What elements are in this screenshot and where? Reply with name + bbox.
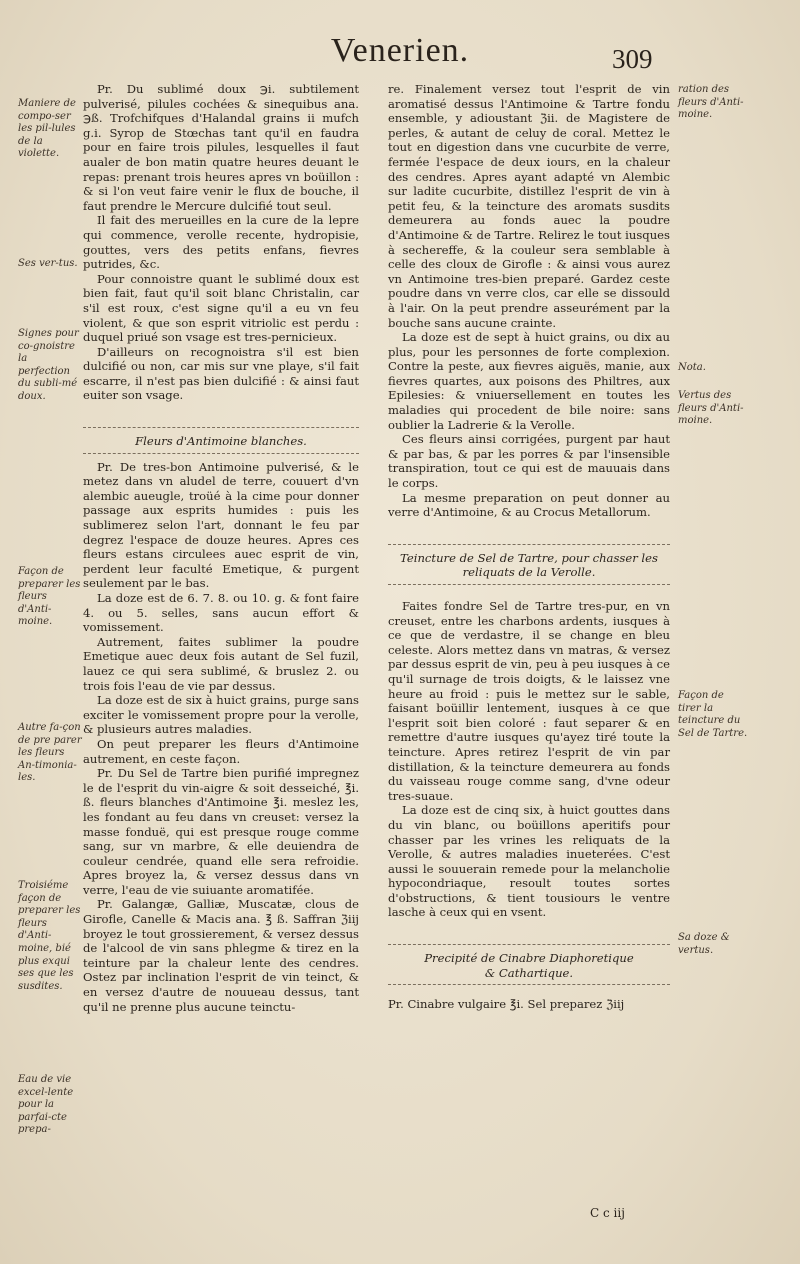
paragraph: re. Finalement versez tout l'esprit de vin aromatisé dessus l'Antimoine & Tartre fondu ensemble, y adioustant ℨii. de Magistere de perles, & autant de celuy de coral. Mettez le tout en digestion dans vne cucurbite de verre, fermée l'espace de deux iours, en la chaleur des cendres. Apres ayant adapté vn Alembic sur ladite cucurbite, distillez l'esprit de vin à petit feu, & la teincture des aromats susdits demeurera au fonds auec la poudre d'Antimoine & de Tartre. Relirez le tout iusques à sechereffe, & la couleur sera semblable à celle des cloux de Girofle : & ainsi vous aurez vn Antimoine tres-bien preparé. Gardez ceste poudre dans vn verre clos, car elle se dissould à l'air. On la peut prendre asseurément par la bouche sans aucune crainte. xyxy=(388,82,670,330)
paragraph: D'ailleurs on recognoistra s'il est bien dulcifié ou non, car mis sur vne playe, s'il fait escarre, il n'est pas bien dulcifié : & ainsi faut euiter son vsage. xyxy=(83,344,359,403)
paragraph: Pr. Du sublimé doux ℈i. subtilement pulverisé, pilules cochées & sinequibus ana. ℈ß. Trofchifques d'Halandal grains ii mufch g.i. Syrop de Stœchas tant qu'il en faudra pour en faire trois pilules, lesquelles il faut aualer de bon matin quatre heures deuant le repas: prenant trois heures apres vn boüillon : & si l'on veut faire venir le flux de bouche, il faut prendre le Mercure dulcifié tout seul. xyxy=(83,82,359,213)
left-column xyxy=(83,82,359,1014)
section-heading: Teincture de Sel de Tartre, pour chasser les xyxy=(400,550,658,565)
margin-note: ration des fleurs d'Anti-moine. xyxy=(678,84,744,121)
section-heading: Fleurs d'Antimoine blanches. xyxy=(135,434,307,449)
margin-note: Nota. xyxy=(678,362,706,373)
paragraph: Pr. De tres-bon Antimoine pulverisé, & le metez dans vn aludel de terre, couuert d'vn alembic aueugle, troüé à la cime pour donner passage aux esprits humides : puis les sublimerez selon l'art, donnant le feu par degrez l'espace de douze heures. Apres ces fleurs estans circulees auec esprit de vin, perdent leur faculté Emetique, & purgent seulement par le bas. xyxy=(83,459,359,591)
section-rule xyxy=(388,984,670,985)
paragraph: Pr. Cinabre vulgaire ℥i. Sel preparez ℨiij xyxy=(388,997,625,1012)
paragraph: La doze est de cinq six, à huict gouttes dans du vin blanc, ou boüillons aperitifs pour chasser par les vrines les reliquats de la Verolle, & autres maladies inueterées. C'est aussi le souuerain remede pour la melancholie hypocondriaque, resoult toutes sortes d'obstructions, & tient tousiours le ventre lasche à ceux qui en vsent. xyxy=(388,803,670,920)
paragraph: On peut preparer les fleurs d'Antimoine autrement, en ceste façon. xyxy=(83,736,359,766)
section-heading: & Cathartique. xyxy=(484,965,574,980)
section-rule xyxy=(388,944,670,945)
paragraph: La doze est de sept à huict grains, ou dix au plus, pour les personnes de forte complexion. Contre la peste, aux fievres aiguës, manie, aux fievres quartes, aux poisons des Philtres, aux Epilesies: & vniuersellement en toutes les maladies qui procedent de bile noire: sans oublier la Ladrerie & la Verolle. xyxy=(388,330,670,432)
paragraph: Faites fondre Sel de Tartre tres-pur, en vn creuset, entre les charbons ardents, iusques à ce que de verdastre, il se change en bleu celeste. Alors mettez dans vn matras, & versez par dessus esprit de vin, peu à peu iusques à ce qu'il surnage de trois doigts, & le laissez vne heure au froid : puis le mettez sur le sable, faisant boüillir lentement, iusques à ce que l'esprit soit bien coloré : faut separer & en remettre d'autre iusques qu'ayez tiré toute la teincture. Apres retirez l'esprit de vin par distillation, & la teincture demeurera au fonds du vaisseau rouge comme sang, d'vne odeur tres-suaue. xyxy=(388,599,670,803)
paragraph: La mesme preparation on peut donner au verre d'Antimoine, & au Crocus Metallorum. xyxy=(388,490,670,520)
margin-note: Façon de tirer la teincture du Sel de Tartre. xyxy=(678,690,748,739)
section-rule xyxy=(388,544,670,545)
margin-note: Façon de preparer les fleurs d'Anti-moine. xyxy=(18,566,81,628)
margin-note: Signes pour co-gnoistre la perfection du subli-mé doux. xyxy=(18,328,79,402)
right-column xyxy=(388,82,670,1012)
signature-mark: C c iij xyxy=(590,1206,625,1220)
paragraph: Ces fleurs ainsi corrigées, purgent par haut & par bas, & par les porres & par l'insensible transpiration, tout ce qui est de mauuais dans le corps. xyxy=(388,432,670,491)
paragraph: La doze est de 6. 7. 8. ou 10. g. & font faire 4. ou 5. selles, sans aucun effort & vomissement. xyxy=(83,591,359,635)
section-rule xyxy=(83,453,359,454)
margin-note: Vertus des fleurs d'Anti-moine. xyxy=(678,390,744,427)
section-rule xyxy=(388,584,670,585)
margin-note: Maniere de compo-ser les pil-lules de la violette. xyxy=(18,98,76,160)
margin-note: Autre fa-çon de pre parer les fleurs An-timonia-les. xyxy=(18,722,82,784)
page-number: 309 xyxy=(612,44,653,74)
running-head xyxy=(0,22,800,82)
paragraph: Pr. Galangæ, Galliæ, Muscatæ, clous de Girofle, Canelle & Macis ana. ℥ ß. Saffran ℨiij broyez le tout grossierement, & versez dessus de l'alcool de vin sans phlegme & tirez en la teinture par la chaleur lente des cendres. Ostez par inclination l'esprit de vin teinct, & en versez d'autre de nouueau dessus, tant qu'il ne prenne plus aucune teinctu- xyxy=(83,897,359,1014)
section-heading: Precipité de Cinabre Diaphoretique xyxy=(424,951,634,966)
section-rule xyxy=(83,427,359,428)
paragraph: Il fait des merueilles en la cure de la lepre qui commence, verolle recente, hydropisie, gouttes, vers des petits enfans, fievres putrides, &c. xyxy=(83,213,359,272)
section-heading: reliquats de la Verolle. xyxy=(462,565,596,580)
margin-note: Sa doze & vertus. xyxy=(678,932,730,956)
margin-note: Troisiéme façon de preparer les fleurs d'Anti-moine, bié plus exqui ses que les susdites. xyxy=(18,880,81,992)
margin-note: Eau de vie excel-lente pour la parfai-cte prepa- xyxy=(18,1074,74,1136)
paragraph: Pour connoistre quant le sublimé doux est bien fait, faut qu'il soit blanc Christalin, car s'il est roux, c'est signe qu'il a eu vn feu violent, & que son esprit vitriolic est perdu : duquel priué son vsage est tres-pernicieux. xyxy=(83,271,359,345)
margin-note: Ses ver-tus. xyxy=(18,258,78,269)
paragraph: La doze est de six à huict grains, purge sans exciter le vomissement propre pour la verolle, & plusieurs autres maladies. xyxy=(83,693,359,737)
page-title: Venerien. xyxy=(330,32,470,69)
paragraph: Autrement, faites sublimer la poudre Emetique auec deux fois autant de Sel fuzil, lauez ce qui sera sublimé, & bruslez 2. ou trois fois l'eau de vie par dessus. xyxy=(83,634,359,693)
paragraph: Pr. Du Sel de Tartre bien purifié impregnez le de l'esprit du vin-aigre & soit desseiché, ℥i. ß. fleurs blanches d'Antimoine ℥i. meslez les, les fondant au feu dans vn creuset: versez la masse fonduë, qui est presque rouge comme sang, sur vn marbre, & elle deuiendra de couleur cendrée, quand elle sera refroidie. Apres broyez la, & versez dessus dans vn verre, l'eau de vie suiuante aromatifée. xyxy=(83,766,359,897)
